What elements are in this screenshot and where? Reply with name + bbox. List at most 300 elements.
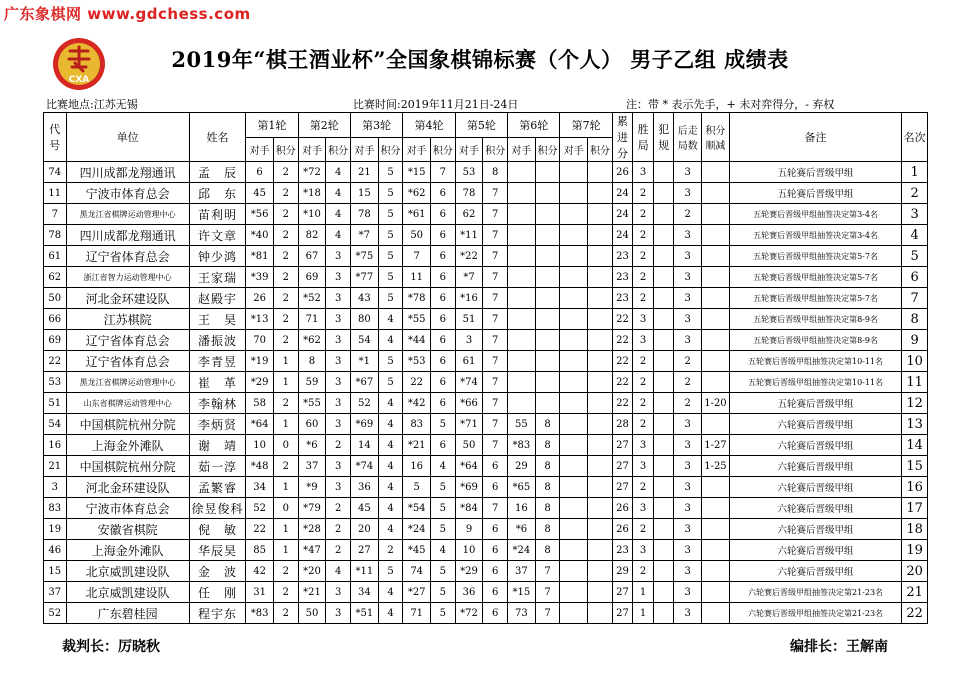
round-opponent xyxy=(508,183,536,204)
header-opponent: 对手 xyxy=(350,137,378,162)
table-row xyxy=(44,414,928,435)
fouls-count xyxy=(653,351,674,372)
round-opponent: *72 xyxy=(298,162,326,183)
round-opponent: *29 xyxy=(455,561,483,582)
arranger-name: 王解南 xyxy=(846,639,888,655)
round-opponent: 43 xyxy=(350,288,378,309)
points-cut xyxy=(702,204,730,225)
page-title: 2019年“棋王酒业杯”全国象棋锦标赛（个人） 男子乙组 成绩表 xyxy=(171,47,789,72)
remark: 五轮赛后晋级甲组 xyxy=(729,393,901,414)
referee-signature xyxy=(62,636,160,656)
round-points: 4 xyxy=(378,456,403,477)
back-games: 2 xyxy=(674,393,702,414)
player-name: 倪 敏 xyxy=(189,519,245,540)
round-points: 1 xyxy=(273,540,298,561)
fouls-count xyxy=(653,435,674,456)
round-points: 4 xyxy=(326,162,351,183)
round-points: 5 xyxy=(378,267,403,288)
round-points: 6 xyxy=(431,351,456,372)
round-opponent: *65 xyxy=(508,477,536,498)
round-opponent: *55 xyxy=(403,309,431,330)
remark: 五轮赛后晋级甲组 xyxy=(729,183,901,204)
fouls-count xyxy=(653,309,674,330)
round-opponent xyxy=(508,246,536,267)
round-opponent xyxy=(560,519,588,540)
back-games: 3 xyxy=(674,477,702,498)
round-points: 0 xyxy=(273,498,298,519)
round-points: 7 xyxy=(483,183,508,204)
round-opponent: 69 xyxy=(298,267,326,288)
header-round-1: 第1轮 xyxy=(246,113,298,138)
rank: 3 xyxy=(902,204,928,225)
player-code: 54 xyxy=(44,414,67,435)
round-points: 7 xyxy=(431,162,456,183)
round-points: 1 xyxy=(273,414,298,435)
player-code: 37 xyxy=(44,582,67,603)
round-opponent xyxy=(508,372,536,393)
round-points xyxy=(588,183,613,204)
remark: 五轮赛后晋级甲组抽签决定第3-4名 xyxy=(729,204,901,225)
round-points: 4 xyxy=(431,456,456,477)
table-row xyxy=(44,246,928,267)
round-points xyxy=(588,225,613,246)
round-opponent xyxy=(560,288,588,309)
round-points: 3 xyxy=(326,267,351,288)
round-opponent: 36 xyxy=(455,582,483,603)
round-opponent: 67 xyxy=(298,246,326,267)
player-name: 任 刚 xyxy=(189,582,245,603)
header-opponent: 对手 xyxy=(403,137,431,162)
round-points: 8 xyxy=(535,519,560,540)
arranger-signature xyxy=(790,636,888,656)
fouls-count xyxy=(653,330,674,351)
total-points: 27 xyxy=(612,456,633,477)
rank: 2 xyxy=(902,183,928,204)
points-cut xyxy=(702,309,730,330)
remark: 五轮赛后晋级甲组抽签决定第5-7名 xyxy=(729,246,901,267)
round-opponent: 53 xyxy=(455,162,483,183)
back-games: 3 xyxy=(674,456,702,477)
fouls-count xyxy=(653,267,674,288)
round-opponent: *44 xyxy=(403,330,431,351)
round-points: 2 xyxy=(273,246,298,267)
round-points xyxy=(588,603,613,624)
rank: 4 xyxy=(902,225,928,246)
table-row xyxy=(44,351,928,372)
round-points: 3 xyxy=(326,414,351,435)
player-code: 83 xyxy=(44,498,67,519)
round-opponent: *81 xyxy=(246,246,274,267)
player-name: 孟繁睿 xyxy=(189,477,245,498)
round-opponent: 54 xyxy=(350,330,378,351)
round-points: 6 xyxy=(431,267,456,288)
header-opponent: 对手 xyxy=(298,137,326,162)
wins-count: 2 xyxy=(633,246,654,267)
player-name: 李炳贤 xyxy=(189,414,245,435)
rank: 7 xyxy=(902,288,928,309)
round-points: 2 xyxy=(273,225,298,246)
player-name: 崔 革 xyxy=(189,372,245,393)
header-remark: 备注 xyxy=(729,113,901,162)
player-name: 潘振波 xyxy=(189,330,245,351)
player-name: 谢 靖 xyxy=(189,435,245,456)
table-row xyxy=(44,225,928,246)
fouls-count xyxy=(653,372,674,393)
round-points: 6 xyxy=(431,435,456,456)
round-points: 3 xyxy=(326,372,351,393)
round-opponent: 82 xyxy=(298,225,326,246)
round-opponent: *72 xyxy=(455,603,483,624)
round-opponent: *64 xyxy=(246,414,274,435)
round-opponent: 37 xyxy=(298,456,326,477)
fouls-count xyxy=(653,162,674,183)
round-opponent xyxy=(508,351,536,372)
total-points: 26 xyxy=(612,519,633,540)
remark: 六轮赛后晋级甲组 xyxy=(729,414,901,435)
points-cut xyxy=(702,288,730,309)
wins-count: 3 xyxy=(633,309,654,330)
round-points: 7 xyxy=(483,414,508,435)
wins-count: 2 xyxy=(633,204,654,225)
svg-text:CXA: CXA xyxy=(68,75,90,85)
round-opponent: *62 xyxy=(298,330,326,351)
remark: 六轮赛后晋级甲组抽签决定第21-23名 xyxy=(729,582,901,603)
player-code: 16 xyxy=(44,435,67,456)
round-points: 3 xyxy=(326,456,351,477)
round-points xyxy=(588,372,613,393)
round-opponent: 34 xyxy=(350,582,378,603)
player-name: 孟 辰 xyxy=(189,162,245,183)
rank: 10 xyxy=(902,351,928,372)
fouls-count xyxy=(653,498,674,519)
fouls-count xyxy=(653,561,674,582)
rank: 11 xyxy=(902,372,928,393)
round-points: 4 xyxy=(326,204,351,225)
fouls-count xyxy=(653,582,674,603)
player-unit: 上海金外滩队 xyxy=(66,540,189,561)
player-name: 赵殿宇 xyxy=(189,288,245,309)
round-opponent: 10 xyxy=(455,540,483,561)
round-points: 1 xyxy=(273,477,298,498)
round-opponent: 9 xyxy=(455,519,483,540)
table-row xyxy=(44,498,928,519)
player-unit: 黑龙江省棋牌运动管理中心 xyxy=(66,204,189,225)
player-unit: 山东省棋牌运动管理中心 xyxy=(66,393,189,414)
remark: 五轮赛后晋级甲组抽签决定第8-9名 xyxy=(729,330,901,351)
round-opponent: *20 xyxy=(298,561,326,582)
remark: 五轮赛后晋级甲组抽签决定第3-4名 xyxy=(729,225,901,246)
header-points: 积分 xyxy=(378,137,403,162)
round-opponent: *62 xyxy=(403,183,431,204)
round-opponent: *6 xyxy=(508,519,536,540)
player-unit: 广东碧桂园 xyxy=(66,603,189,624)
round-points: 4 xyxy=(378,498,403,519)
player-name: 程宇东 xyxy=(189,603,245,624)
rank: 13 xyxy=(902,414,928,435)
round-opponent: 21 xyxy=(350,162,378,183)
round-points: 1 xyxy=(273,351,298,372)
round-opponent: 70 xyxy=(246,330,274,351)
player-code: 19 xyxy=(44,519,67,540)
round-points: 5 xyxy=(431,498,456,519)
back-games: 3 xyxy=(674,246,702,267)
round-opponent: 27 xyxy=(350,540,378,561)
player-code: 78 xyxy=(44,225,67,246)
round-opponent xyxy=(560,330,588,351)
round-points: 4 xyxy=(378,330,403,351)
round-opponent: 26 xyxy=(246,288,274,309)
back-games: 2 xyxy=(674,372,702,393)
wins-count: 2 xyxy=(633,267,654,288)
round-points: 4 xyxy=(326,183,351,204)
player-name: 茹一淳 xyxy=(189,456,245,477)
round-points: 6 xyxy=(431,246,456,267)
round-points xyxy=(588,435,613,456)
round-opponent: 36 xyxy=(350,477,378,498)
total-points: 22 xyxy=(612,330,633,351)
header-name: 姓名 xyxy=(189,113,245,162)
round-points: 2 xyxy=(326,540,351,561)
total-points: 22 xyxy=(612,372,633,393)
header-total: 累进分 xyxy=(612,113,633,162)
table-row xyxy=(44,393,928,414)
table-row xyxy=(44,162,928,183)
round-opponent xyxy=(508,225,536,246)
round-points: 6 xyxy=(431,372,456,393)
round-points: 2 xyxy=(273,288,298,309)
round-opponent: 31 xyxy=(246,582,274,603)
fouls-count xyxy=(653,288,674,309)
total-points: 26 xyxy=(612,162,633,183)
rank: 14 xyxy=(902,435,928,456)
remark: 五轮赛后晋级甲组 xyxy=(729,162,901,183)
fouls-count xyxy=(653,414,674,435)
round-points: 5 xyxy=(431,603,456,624)
round-points: 8 xyxy=(535,477,560,498)
fouls-count xyxy=(653,183,674,204)
round-points: 5 xyxy=(378,372,403,393)
round-points: 3 xyxy=(326,246,351,267)
back-games: 3 xyxy=(674,582,702,603)
round-points xyxy=(535,183,560,204)
header-num: 代号 xyxy=(44,113,67,162)
header-opponent: 对手 xyxy=(560,137,588,162)
round-points: 2 xyxy=(378,540,403,561)
round-opponent: *22 xyxy=(455,246,483,267)
round-points xyxy=(535,372,560,393)
player-name: 王家瑞 xyxy=(189,267,245,288)
round-opponent: *84 xyxy=(455,498,483,519)
header-points: 积分 xyxy=(483,137,508,162)
table-row xyxy=(44,372,928,393)
round-opponent: *55 xyxy=(298,393,326,414)
player-unit: 宁波市体育总会 xyxy=(66,183,189,204)
total-points: 29 xyxy=(612,561,633,582)
round-points: 3 xyxy=(326,582,351,603)
round-points: 5 xyxy=(431,477,456,498)
remark: 六轮赛后晋级甲组 xyxy=(729,540,901,561)
round-points xyxy=(535,309,560,330)
round-opponent: 29 xyxy=(508,456,536,477)
header-points: 积分 xyxy=(535,137,560,162)
round-opponent: *7 xyxy=(455,267,483,288)
results-body xyxy=(44,162,928,624)
round-opponent: 34 xyxy=(246,477,274,498)
table-row xyxy=(44,204,928,225)
round-points xyxy=(535,246,560,267)
round-points: 5 xyxy=(378,162,403,183)
round-opponent xyxy=(508,288,536,309)
total-points: 22 xyxy=(612,393,633,414)
player-code: 69 xyxy=(44,330,67,351)
round-opponent: *77 xyxy=(350,267,378,288)
round-opponent: 85 xyxy=(246,540,274,561)
round-points: 8 xyxy=(535,435,560,456)
player-code: 21 xyxy=(44,456,67,477)
round-points xyxy=(588,414,613,435)
player-unit: 中国棋院杭州分院 xyxy=(66,414,189,435)
round-opponent: *67 xyxy=(350,372,378,393)
round-points: 6 xyxy=(431,225,456,246)
round-opponent: 61 xyxy=(455,351,483,372)
header-points: 积分 xyxy=(588,137,613,162)
round-opponent: 45 xyxy=(246,183,274,204)
round-opponent: 10 xyxy=(246,435,274,456)
round-points: 8 xyxy=(535,540,560,561)
round-points: 6 xyxy=(483,603,508,624)
fouls-count xyxy=(653,603,674,624)
round-points: 6 xyxy=(431,288,456,309)
round-opponent: *21 xyxy=(403,435,431,456)
round-opponent: 71 xyxy=(298,309,326,330)
round-points xyxy=(588,477,613,498)
points-cut xyxy=(702,498,730,519)
round-points: 3 xyxy=(326,288,351,309)
wins-count: 2 xyxy=(633,414,654,435)
round-opponent: *15 xyxy=(403,162,431,183)
round-opponent: 59 xyxy=(298,372,326,393)
round-opponent: *83 xyxy=(246,603,274,624)
fouls-count xyxy=(653,225,674,246)
fouls-count xyxy=(653,477,674,498)
round-points: 7 xyxy=(483,267,508,288)
table-row xyxy=(44,540,928,561)
points-cut xyxy=(702,330,730,351)
back-games: 3 xyxy=(674,414,702,435)
points-cut xyxy=(702,414,730,435)
round-opponent: *74 xyxy=(455,372,483,393)
table-row xyxy=(44,435,928,456)
round-opponent: 74 xyxy=(403,561,431,582)
back-games: 3 xyxy=(674,309,702,330)
rank: 6 xyxy=(902,267,928,288)
total-points: 27 xyxy=(612,477,633,498)
round-opponent xyxy=(560,435,588,456)
round-opponent: *18 xyxy=(298,183,326,204)
round-points xyxy=(588,519,613,540)
rank: 22 xyxy=(902,603,928,624)
round-opponent: *53 xyxy=(403,351,431,372)
table-row xyxy=(44,267,928,288)
round-opponent xyxy=(560,498,588,519)
wins-count: 3 xyxy=(633,498,654,519)
round-points: 2 xyxy=(273,309,298,330)
round-opponent xyxy=(508,204,536,225)
round-points: 2 xyxy=(326,498,351,519)
rank: 12 xyxy=(902,393,928,414)
round-points: 7 xyxy=(535,582,560,603)
round-points: 2 xyxy=(326,435,351,456)
player-code: 7 xyxy=(44,204,67,225)
points-cut: 1-27 xyxy=(702,435,730,456)
round-points: 6 xyxy=(483,477,508,498)
round-points: 4 xyxy=(378,477,403,498)
wins-count: 3 xyxy=(633,456,654,477)
round-opponent: *78 xyxy=(403,288,431,309)
round-points: 5 xyxy=(378,183,403,204)
round-points: 2 xyxy=(273,267,298,288)
round-opponent xyxy=(508,330,536,351)
player-unit: 辽宁省体育总会 xyxy=(66,246,189,267)
round-points xyxy=(535,204,560,225)
points-cut xyxy=(702,267,730,288)
round-opponent: 15 xyxy=(350,183,378,204)
round-opponent xyxy=(560,309,588,330)
total-points: 23 xyxy=(612,540,633,561)
rank: 19 xyxy=(902,540,928,561)
round-opponent: 51 xyxy=(455,309,483,330)
back-games: 3 xyxy=(674,330,702,351)
round-points xyxy=(535,351,560,372)
round-points: 6 xyxy=(483,519,508,540)
round-opponent xyxy=(560,582,588,603)
remark: 六轮赛后晋级甲组 xyxy=(729,456,901,477)
back-games: 3 xyxy=(674,288,702,309)
round-opponent: 78 xyxy=(455,183,483,204)
total-points: 24 xyxy=(612,225,633,246)
venue-text: 比赛地点:江苏无锡 xyxy=(46,98,138,111)
round-points xyxy=(588,288,613,309)
header-row-top xyxy=(44,113,928,138)
round-points: 4 xyxy=(378,414,403,435)
back-games: 3 xyxy=(674,540,702,561)
remark: 六轮赛后晋级甲组 xyxy=(729,435,901,456)
points-cut xyxy=(702,372,730,393)
round-opponent: 50 xyxy=(455,435,483,456)
round-opponent xyxy=(508,162,536,183)
round-points: 7 xyxy=(483,225,508,246)
total-points: 22 xyxy=(612,309,633,330)
round-points xyxy=(535,162,560,183)
remark: 六轮赛后晋级甲组 xyxy=(729,519,901,540)
player-code: 22 xyxy=(44,351,67,372)
round-points: 5 xyxy=(431,582,456,603)
player-name: 徐昱俊科 xyxy=(189,498,245,519)
points-cut xyxy=(702,540,730,561)
round-points: 2 xyxy=(273,603,298,624)
player-name: 华辰昊 xyxy=(189,540,245,561)
fouls-count xyxy=(653,246,674,267)
back-games: 3 xyxy=(674,561,702,582)
round-opponent: 42 xyxy=(246,561,274,582)
header-cut: 积分顺减 xyxy=(702,113,730,162)
total-points: 27 xyxy=(612,582,633,603)
round-points: 5 xyxy=(378,288,403,309)
remark: 六轮赛后晋级甲组抽签决定第21-23名 xyxy=(729,603,901,624)
round-points: 5 xyxy=(431,519,456,540)
round-opponent: 55 xyxy=(508,414,536,435)
round-points: 6 xyxy=(483,582,508,603)
